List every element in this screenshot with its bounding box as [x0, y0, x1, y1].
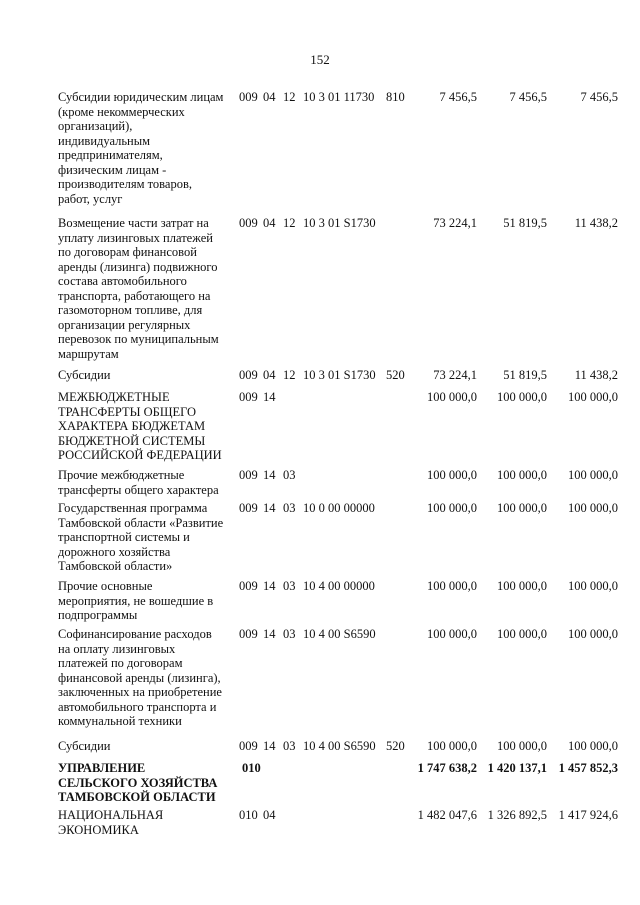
cell-sum2: 51 819,5 [503, 216, 547, 230]
cell-pr: 12 [283, 90, 296, 104]
cell-name: МЕЖБЮДЖЕТНЫЕ ТРАНСФЕРТЫ ОБЩЕГО ХАРАКТЕРА БЮДЖЕТАМ БЮДЖЕТНОЙ СИСТЕМЫ РОССИЙСКОЙ ФЕДЕРАЦИИ [58, 390, 222, 462]
cell-sum2: 100 000,0 [497, 468, 547, 482]
cell-ved: 009 [239, 739, 258, 753]
cell-csr: 10 0 00 00000 [303, 501, 375, 515]
cell-rz: 14 [263, 627, 276, 641]
cell-sum2: 100 000,0 [497, 579, 547, 593]
cell-pr: 03 [283, 468, 296, 482]
cell-sum3: 7 456,5 [580, 90, 618, 104]
cell-name: Государственная программа Тамбовской области «Развитие транспортной системы и дорожного хозяйства Тамбовской области» [58, 501, 224, 573]
cell-name: Возмещение части затрат на уплату лизинговых платежей по договорам финансовой аренды (лизинга) подвижного состава автомобильного транспорта, работающего на газомоторном топливе, для организации регулярных перевозок по муниципальным маршрутам [58, 216, 219, 361]
cell-ved: 009 [239, 468, 258, 482]
cell-ved: 009 [239, 579, 258, 593]
cell-name: Субсидии юридическим лицам (кроме некоммерческих организаций), индивидуальным предпринимателям, физическим лицам - производителям товаров, работ, услуг [58, 90, 224, 206]
cell-rz: 14 [263, 579, 276, 593]
cell-sum2: 100 000,0 [497, 739, 547, 753]
cell-sum3: 100 000,0 [568, 468, 618, 482]
cell-sum2: 51 819,5 [503, 368, 547, 382]
cell-sum1: 100 000,0 [427, 468, 477, 482]
cell-pr: 03 [283, 627, 296, 641]
cell-sum3: 100 000,0 [568, 501, 618, 515]
cell-sum1: 73 224,1 [433, 368, 477, 382]
cell-rz: 04 [263, 90, 276, 104]
cell-ved: 009 [239, 390, 258, 404]
cell-sum1: 100 000,0 [427, 739, 477, 753]
cell-rz: 04 [263, 216, 276, 230]
cell-vr: 520 [386, 739, 405, 753]
cell-sum3: 1 457 852,3 [558, 761, 618, 775]
cell-ved: 009 [239, 216, 258, 230]
cell-sum3: 11 438,2 [574, 216, 618, 230]
cell-csr: 10 4 00 S6590 [303, 627, 376, 641]
cell-sum1: 100 000,0 [427, 579, 477, 593]
cell-pr: 03 [283, 501, 296, 515]
cell-sum1: 7 456,5 [439, 90, 477, 104]
cell-ved: 009 [239, 501, 258, 515]
cell-ved: 009 [239, 90, 258, 104]
cell-sum3: 100 000,0 [568, 579, 618, 593]
cell-ved: 010 [242, 761, 261, 775]
cell-sum2: 100 000,0 [497, 627, 547, 641]
cell-rz: 04 [263, 368, 276, 382]
cell-sum2: 1 420 137,1 [487, 761, 547, 775]
cell-sum3: 11 438,2 [574, 368, 618, 382]
cell-ved: 010 [239, 808, 258, 822]
cell-sum3: 100 000,0 [568, 739, 618, 753]
cell-sum1: 100 000,0 [427, 627, 477, 641]
cell-sum2: 1 326 892,5 [487, 808, 547, 822]
cell-sum1: 1 482 047,6 [417, 808, 477, 822]
cell-name: Софинансирование расходов на оплату лизинговых платежей по договорам финансовой аренды (лизинга), заключенных на приобретение автомобильного транспорта и коммунальной техники [58, 627, 222, 728]
cell-sum1: 100 000,0 [427, 501, 477, 515]
cell-csr: 10 3 01 11730 [303, 90, 375, 104]
cell-sum1: 73 224,1 [433, 216, 477, 230]
cell-name: НАЦИОНАЛЬНАЯ ЭКОНОМИКА [58, 808, 164, 837]
cell-name: Субсидии [58, 739, 111, 753]
cell-vr: 810 [386, 90, 405, 104]
cell-pr: 03 [283, 739, 296, 753]
cell-sum3: 1 417 924,6 [558, 808, 618, 822]
cell-vr: 520 [386, 368, 405, 382]
cell-rz: 14 [263, 390, 276, 404]
cell-name: Субсидии [58, 368, 111, 382]
cell-sum2: 100 000,0 [497, 390, 547, 404]
cell-pr: 03 [283, 579, 296, 593]
cell-csr: 10 4 00 S6590 [303, 739, 376, 753]
cell-sum3: 100 000,0 [568, 627, 618, 641]
cell-ved: 009 [239, 627, 258, 641]
page-number: 152 [310, 52, 330, 67]
cell-rz: 14 [263, 739, 276, 753]
cell-rz: 14 [263, 501, 276, 515]
cell-csr: 10 3 01 S1730 [303, 216, 376, 230]
cell-pr: 12 [283, 368, 296, 382]
cell-sum3: 100 000,0 [568, 390, 618, 404]
cell-rz: 14 [263, 468, 276, 482]
cell-rz: 04 [263, 808, 276, 822]
cell-name: УПРАВЛЕНИЕ СЕЛЬСКОГО ХОЗЯЙСТВА ТАМБОВСКОЙ ОБЛАСТИ [58, 761, 218, 804]
cell-csr: 10 4 00 00000 [303, 579, 375, 593]
cell-ved: 009 [239, 368, 258, 382]
cell-sum1: 1 747 638,2 [417, 761, 477, 775]
cell-csr: 10 3 01 S1730 [303, 368, 376, 382]
cell-name: Прочие межбюджетные трансферты общего характера [58, 468, 219, 497]
cell-name: Прочие основные мероприятия, не вошедшие в подпрограммы [58, 579, 214, 622]
cell-sum2: 7 456,5 [509, 90, 547, 104]
cell-sum2: 100 000,0 [497, 501, 547, 515]
cell-sum1: 100 000,0 [427, 390, 477, 404]
cell-pr: 12 [283, 216, 296, 230]
